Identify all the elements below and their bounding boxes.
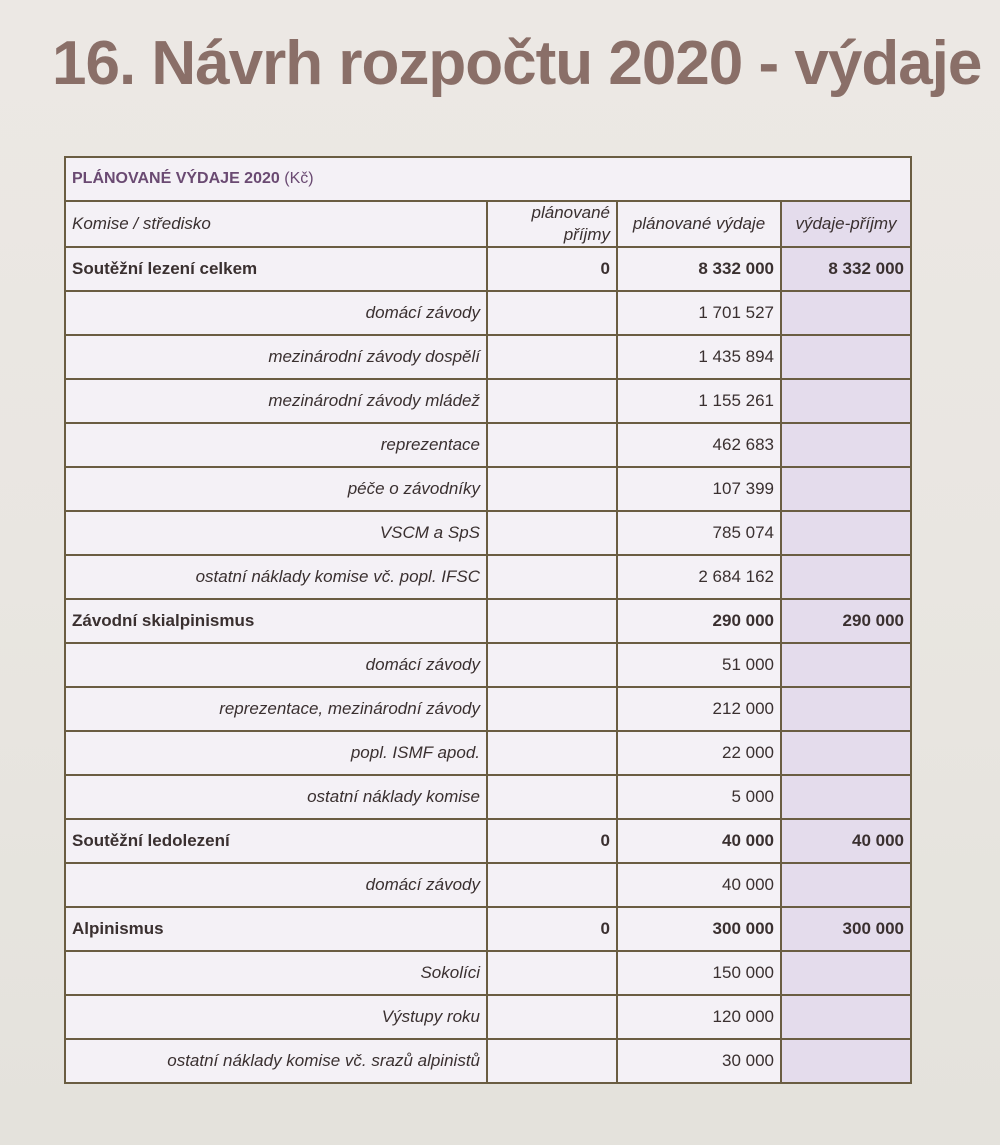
row-label: Soutěžní lezení celkem xyxy=(65,247,487,291)
table-caption-unit: (Kč) xyxy=(284,170,314,187)
expense-minus-income-cell: 40 000 xyxy=(781,819,911,863)
planned-income-cell xyxy=(487,863,617,907)
expense-minus-income-cell xyxy=(781,335,911,379)
planned-expense-cell: 40 000 xyxy=(617,863,781,907)
table-row xyxy=(65,555,911,599)
planned-income-cell xyxy=(487,687,617,731)
planned-income-cell xyxy=(487,379,617,423)
header-planovane-vydaje: plánované výdaje xyxy=(617,201,781,247)
planned-expense-cell: 30 000 xyxy=(617,1039,781,1083)
planned-expense-cell: 212 000 xyxy=(617,687,781,731)
table-row xyxy=(65,467,911,511)
header-planovane-prijmy xyxy=(487,201,617,247)
table-row xyxy=(65,1039,911,1083)
row-label: ostatní náklady komise vč. srazů alpinistů xyxy=(65,1039,487,1083)
row-label: mezinárodní závody dospělí xyxy=(65,335,487,379)
planned-expense-cell: 462 683 xyxy=(617,423,781,467)
section-row xyxy=(65,819,911,863)
planned-expense-cell: 1 155 261 xyxy=(617,379,781,423)
planned-income-cell xyxy=(487,995,617,1039)
planned-income-cell xyxy=(487,1039,617,1083)
row-label: VSCM a SpS xyxy=(65,511,487,555)
table-row xyxy=(65,951,911,995)
table-row xyxy=(65,731,911,775)
table-header-row xyxy=(65,201,911,247)
row-label: reprezentace, mezinárodní závody xyxy=(65,687,487,731)
table-row xyxy=(65,511,911,555)
table-row xyxy=(65,643,911,687)
planned-expense-cell: 22 000 xyxy=(617,731,781,775)
expense-minus-income-cell xyxy=(781,731,911,775)
planned-expense-cell: 107 399 xyxy=(617,467,781,511)
planned-income-cell xyxy=(487,731,617,775)
budget-table-body xyxy=(65,157,911,1083)
row-label: péče o závodníky xyxy=(65,467,487,511)
expense-minus-income-cell xyxy=(781,423,911,467)
row-label: reprezentace xyxy=(65,423,487,467)
table-row xyxy=(65,775,911,819)
budget-table xyxy=(64,156,912,1084)
row-label: Závodní skialpinismus xyxy=(65,599,487,643)
table-row xyxy=(65,863,911,907)
expense-minus-income-cell xyxy=(781,863,911,907)
row-label: Výstupy roku xyxy=(65,995,487,1039)
row-label: Sokolíci xyxy=(65,951,487,995)
row-label: ostatní náklady komise xyxy=(65,775,487,819)
expense-minus-income-cell: 300 000 xyxy=(781,907,911,951)
planned-income-cell xyxy=(487,643,617,687)
table-row xyxy=(65,335,911,379)
header-planovane-prijmy-line2: příjmy xyxy=(563,225,610,244)
planned-income-cell xyxy=(487,511,617,555)
expense-minus-income-cell xyxy=(781,687,911,731)
planned-expense-cell: 300 000 xyxy=(617,907,781,951)
expense-minus-income-cell xyxy=(781,643,911,687)
planned-income-cell: 0 xyxy=(487,247,617,291)
planned-expense-cell: 5 000 xyxy=(617,775,781,819)
table-caption xyxy=(65,157,911,201)
expense-minus-income-cell xyxy=(781,379,911,423)
header-planovane-prijmy-line1: plánované xyxy=(531,203,610,222)
expense-minus-income-cell xyxy=(781,995,911,1039)
section-row xyxy=(65,599,911,643)
table-row xyxy=(65,379,911,423)
section-row xyxy=(65,247,911,291)
slide-title: 16. Návrh rozpočtu 2020 - výdaje xyxy=(52,29,982,98)
table-caption-text: PLÁNOVANÉ VÝDAJE 2020 xyxy=(72,170,280,187)
planned-expense-cell: 120 000 xyxy=(617,995,781,1039)
planned-income-cell xyxy=(487,291,617,335)
expense-minus-income-cell: 290 000 xyxy=(781,599,911,643)
row-label: Alpinismus xyxy=(65,907,487,951)
table-row xyxy=(65,687,911,731)
header-vydaje-prijmy: výdaje-příjmy xyxy=(781,201,911,247)
planned-income-cell xyxy=(487,555,617,599)
row-label: mezinárodní závody mládež xyxy=(65,379,487,423)
planned-income-cell xyxy=(487,423,617,467)
planned-expense-cell: 1 701 527 xyxy=(617,291,781,335)
planned-expense-cell: 40 000 xyxy=(617,819,781,863)
planned-expense-cell: 1 435 894 xyxy=(617,335,781,379)
planned-income-cell: 0 xyxy=(487,819,617,863)
planned-income-cell xyxy=(487,467,617,511)
planned-income-cell xyxy=(487,951,617,995)
table-row xyxy=(65,291,911,335)
expense-minus-income-cell xyxy=(781,775,911,819)
expense-minus-income-cell xyxy=(781,555,911,599)
planned-expense-cell: 785 074 xyxy=(617,511,781,555)
planned-expense-cell: 8 332 000 xyxy=(617,247,781,291)
planned-income-cell xyxy=(487,335,617,379)
row-label: Soutěžní ledolezení xyxy=(65,819,487,863)
planned-income-cell xyxy=(487,599,617,643)
expense-minus-income-cell xyxy=(781,467,911,511)
row-label: domácí závody xyxy=(65,291,487,335)
table-caption-row xyxy=(65,157,911,201)
planned-income-cell xyxy=(487,775,617,819)
expense-minus-income-cell xyxy=(781,291,911,335)
row-label: domácí závody xyxy=(65,863,487,907)
row-label: popl. ISMF apod. xyxy=(65,731,487,775)
planned-income-cell: 0 xyxy=(487,907,617,951)
table-row xyxy=(65,995,911,1039)
section-row xyxy=(65,907,911,951)
row-label: ostatní náklady komise vč. popl. IFSC xyxy=(65,555,487,599)
table-row xyxy=(65,423,911,467)
planned-expense-cell: 51 000 xyxy=(617,643,781,687)
planned-expense-cell: 2 684 162 xyxy=(617,555,781,599)
row-label: domácí závody xyxy=(65,643,487,687)
expense-minus-income-cell xyxy=(781,951,911,995)
expense-minus-income-cell: 8 332 000 xyxy=(781,247,911,291)
header-komise: Komise / středisko xyxy=(65,201,487,247)
planned-expense-cell: 290 000 xyxy=(617,599,781,643)
planned-expense-cell: 150 000 xyxy=(617,951,781,995)
expense-minus-income-cell xyxy=(781,1039,911,1083)
expense-minus-income-cell xyxy=(781,511,911,555)
